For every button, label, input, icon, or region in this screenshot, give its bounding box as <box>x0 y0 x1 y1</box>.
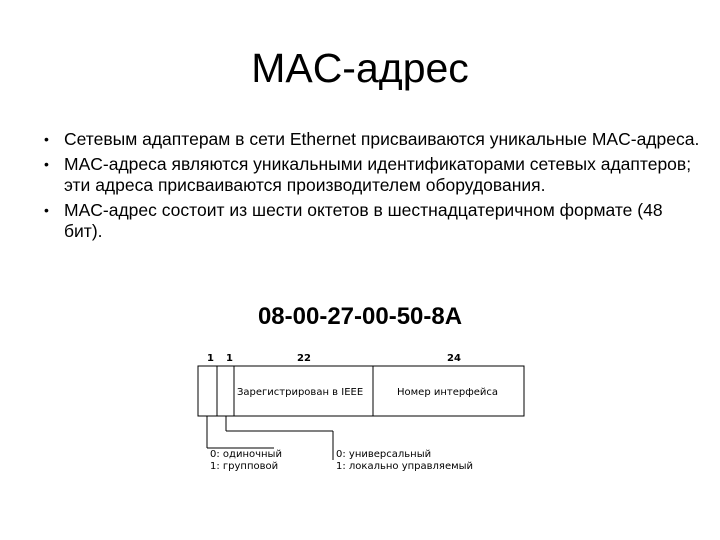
mac-address-example: 08-00-27-00-50-8A <box>257 303 463 330</box>
field-oui-label: Зарегистрирован в IEEE <box>237 387 364 398</box>
bullet-dot-icon: • <box>44 202 49 218</box>
bit-width-nic: 24 <box>447 353 461 364</box>
bullet-dot-icon: • <box>44 131 49 147</box>
legend-ul-line2: 1: локально управляемый <box>336 461 474 472</box>
bit-width-ig: 1 <box>207 353 214 364</box>
bullet-dot-icon: • <box>44 156 49 172</box>
bullet-text: Сетевым адаптерам в сети Ethernet присваиваются уникальные MAC-адреса. <box>64 129 700 149</box>
legend-ig-line1: 0: одиночный <box>210 449 282 460</box>
bullet-text: MAC-адреса являются уникальными идентификаторами сетевых адаптеров; эти адреса присваиваются производителем оборудования. <box>64 154 692 195</box>
slide-title: MAC-адрес <box>251 45 469 91</box>
bit-width-oui: 22 <box>297 353 311 364</box>
field-nic-label: Номер интерфейса <box>397 387 499 398</box>
legend-ig-line2: 1: групповой <box>210 461 279 472</box>
legend-ul-line1: 0: универсальный <box>336 449 432 460</box>
bit-width-ul: 1 <box>226 353 233 364</box>
bullet-text: MAC-адрес состоит из шести октетов в шестнадцатеричном формате (48 бит). <box>64 200 663 241</box>
